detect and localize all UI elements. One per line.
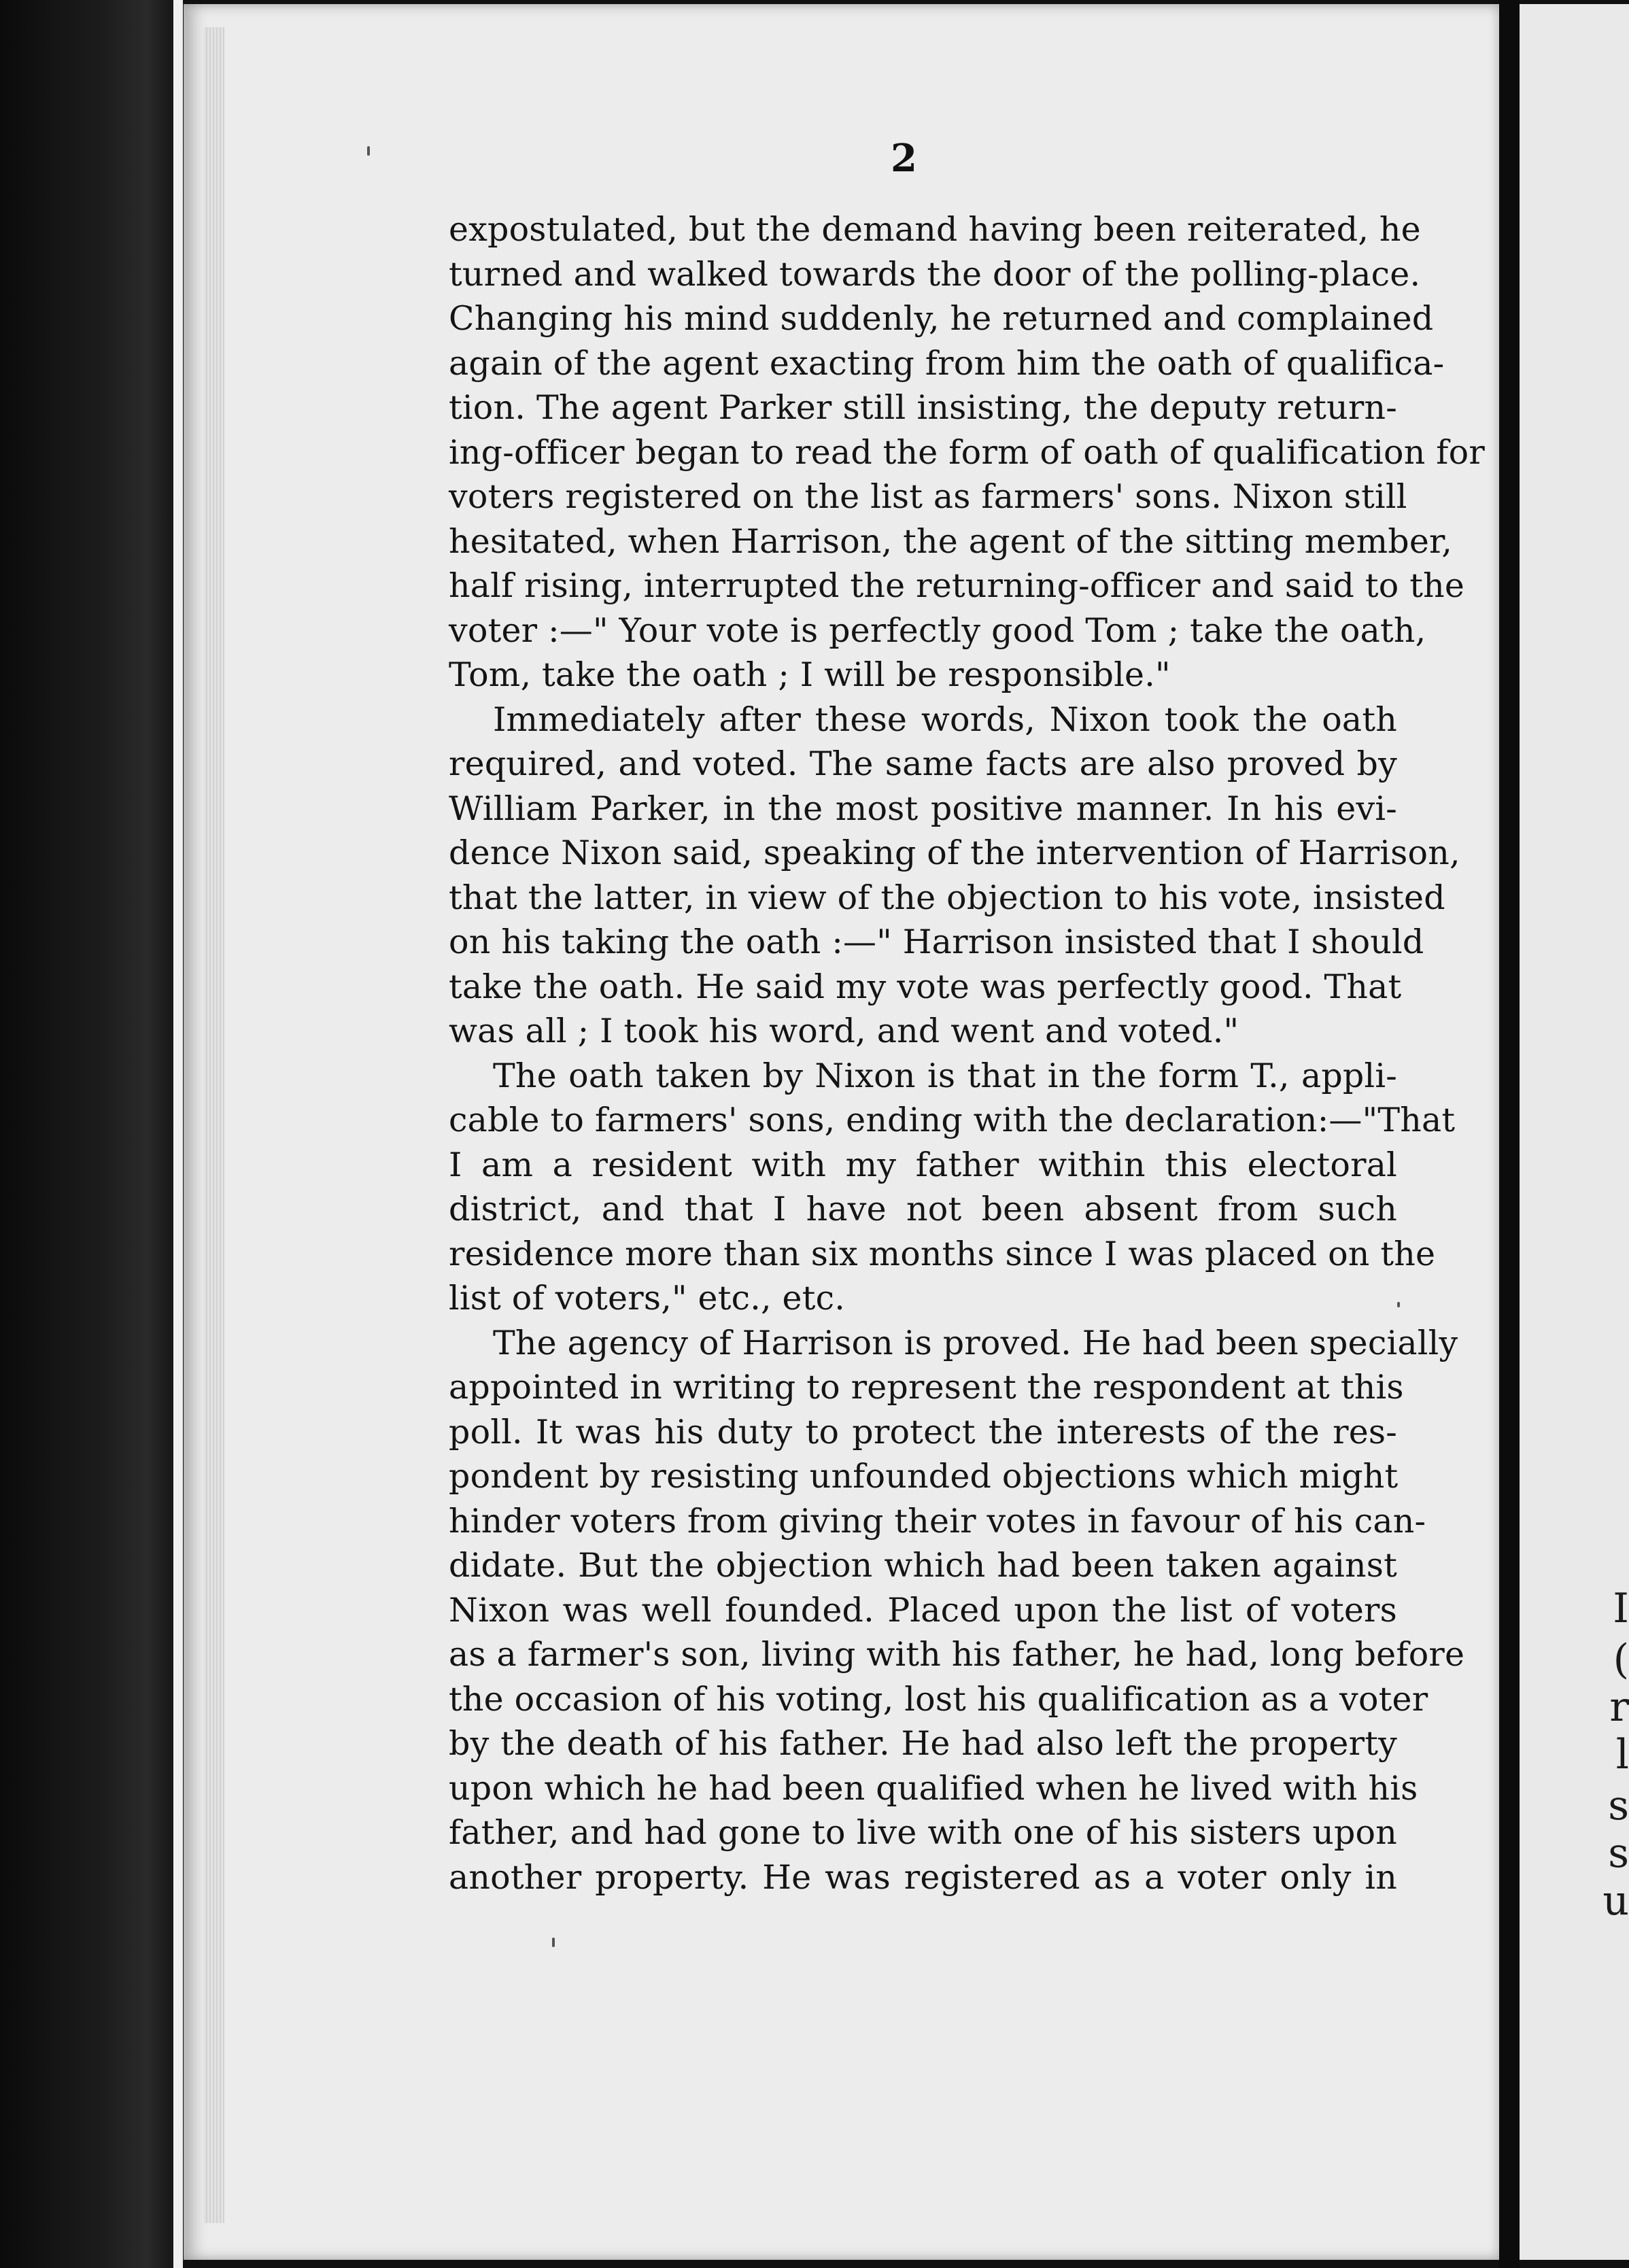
text-line: turned and walked towards the door of the polling-place. bbox=[449, 254, 1421, 294]
text-line: voters registered on the list as farmers' sons. Nixon still bbox=[449, 477, 1407, 516]
scan-speck bbox=[1397, 1302, 1400, 1307]
text-line: expostulated, but the demand having been reiterated, he bbox=[449, 210, 1421, 249]
text-line: Nixon was well founded. Placed upon the list of voters bbox=[449, 1590, 1397, 1630]
text-line: list of voters," etc., etc. bbox=[449, 1279, 846, 1318]
text-line: by the death of his father. He had also left the property bbox=[449, 1724, 1397, 1763]
text-line: was all ; I took his word, and went and voted." bbox=[449, 1012, 1239, 1050]
text-line: hinder voters from giving their votes in favour of his can- bbox=[449, 1501, 1426, 1541]
text-line: The oath taken by Nixon is that in the form T., appli- bbox=[493, 1056, 1397, 1095]
page-number: 2 bbox=[891, 136, 917, 181]
book-binding-edge bbox=[0, 0, 184, 2268]
text-line: Changing his mind suddenly, he returned and complained bbox=[449, 299, 1434, 338]
text-line: district, and that I have not been absent from such bbox=[449, 1190, 1397, 1228]
text-line: cable to farmers' sons, ending with the declaration:—"That bbox=[449, 1101, 1456, 1139]
text-line: Immediately after these words, Nixon took the oath bbox=[493, 700, 1397, 739]
text-line: the occasion of his voting, lost his qualification as a voter bbox=[449, 1679, 1428, 1719]
facing-page-fragment: ( bbox=[1613, 1636, 1629, 1683]
scan-speck bbox=[552, 1938, 555, 1947]
text-line: Tom, take the oath ; I will be responsible." bbox=[449, 655, 1171, 694]
text-line: voter :—" Your vote is perfectly good Tom ; take the oath, bbox=[449, 611, 1426, 650]
facing-page bbox=[1520, 4, 1629, 2260]
text-line: pondent by resisting unfounded objections which might bbox=[449, 1457, 1399, 1496]
facing-page-fragment: I bbox=[1613, 1585, 1629, 1632]
text-line: ing-officer began to read the form of oath of qualification for bbox=[449, 432, 1485, 472]
text-line: that the latter, in view of the objection to his vote, insisted bbox=[449, 878, 1445, 917]
text-line: dence Nixon said, speaking of the intervention of Harrison, bbox=[449, 834, 1460, 872]
text-line: didate. But the objection which had been taken against bbox=[449, 1546, 1397, 1585]
text-line: required, and voted. The same facts are also proved by bbox=[449, 744, 1397, 783]
text-line: on his taking the oath :—" Harrison insisted that I should bbox=[449, 923, 1424, 961]
text-line: as a farmer's son, living with his father, he had, long before bbox=[449, 1635, 1465, 1674]
text-line: half rising, interrupted the returning-officer and said to the bbox=[449, 566, 1465, 605]
facing-page-fragment: u bbox=[1602, 1877, 1629, 1925]
scan-speck bbox=[367, 146, 370, 156]
body-text bbox=[449, 207, 1485, 1900]
text-line: upon which he had been qualified when he lived with his bbox=[449, 1768, 1418, 1808]
facing-page-fragment: l bbox=[1615, 1731, 1629, 1779]
facing-page-fragment: s bbox=[1608, 1829, 1629, 1877]
text-line: poll. It was his duty to protect the interests of the res- bbox=[449, 1412, 1397, 1451]
text-line: father, and had gone to live with one of his sisters upon bbox=[449, 1813, 1397, 1852]
text-line: another property. He was registered as a voter only in bbox=[449, 1857, 1397, 1897]
text-line: tion. The agent Parker still insisting, the deputy return- bbox=[449, 388, 1397, 427]
facing-page-fragment: s bbox=[1608, 1782, 1629, 1829]
text-line: I am a resident with my father within this electoral bbox=[449, 1145, 1397, 1184]
text-line: again of the agent exacting from him the oath of qualifica- bbox=[449, 343, 1445, 383]
text-line: William Parker, in the most positive manner. In his evi- bbox=[449, 789, 1397, 828]
text-line: residence more than six months since I was placed on the bbox=[449, 1234, 1436, 1273]
facing-page-fragment: r bbox=[1609, 1683, 1629, 1731]
page-stack-edges bbox=[204, 27, 224, 2223]
text-line: hesitated, when Harrison, the agent of the sitting member, bbox=[449, 521, 1453, 561]
text-line: take the oath. He said my vote was perfectly good. That bbox=[449, 967, 1402, 1006]
binding-highlight-strip bbox=[173, 0, 183, 2268]
page-gutter bbox=[1499, 0, 1520, 2268]
text-line: appointed in writing to represent the respondent at this bbox=[449, 1368, 1404, 1407]
text-line: The agency of Harrison is proved. He had been specially bbox=[493, 1323, 1458, 1362]
